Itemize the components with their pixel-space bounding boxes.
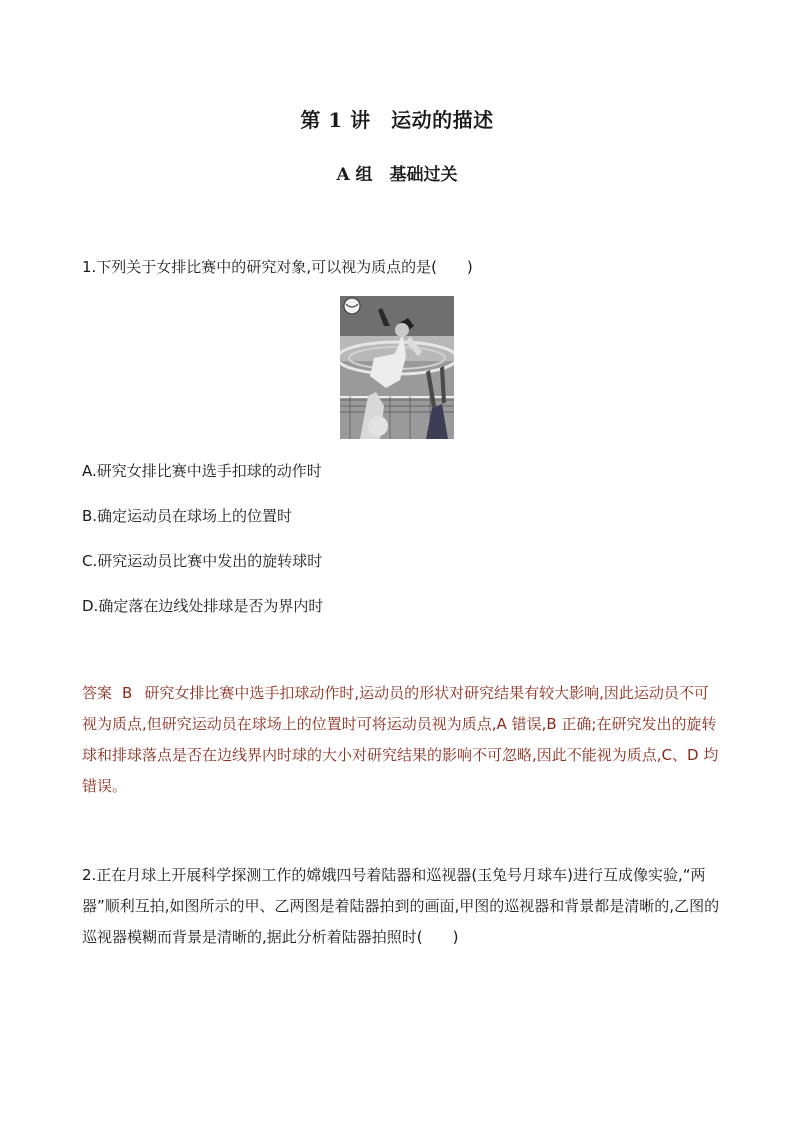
question-2-stem: 2.正在月球上开展科学探测工作的嫦娥四号着陆器和巡视器(玉兔号月球车)进行互成像实验,“两器”顺利互拍,如图所示的甲、乙两图是着陆器拍到的画面,甲图的巡视器和背景都是清晰的,乙图的巡视器模糊而背景是清晰的,据此分析着陆器拍照时( ) bbox=[82, 866, 720, 946]
answer-label: 答案 bbox=[82, 684, 113, 702]
answer-block bbox=[82, 678, 722, 802]
option-d: D.确定落在边线处排球是否为界内时 bbox=[82, 597, 324, 615]
lesson-title: 第 1 讲 运动的描述 bbox=[300, 108, 494, 132]
answer-key: B bbox=[122, 684, 133, 702]
answer-explanation: 研究女排比赛中选手扣球动作时,运动员的形状对研究结果有较大影响,因此运动员不可视为质点,但研究运动员在球场上的位置时可将运动员视为质点,A 错误,B 正确;在研究发出的旋转球和排球落点是否在边线界内时球的大小对研究结果的影响不可忽略,因此不能视为质点,C、D 均错误。 bbox=[82, 684, 719, 795]
option-c: C.研究运动员比赛中发出的旋转球时 bbox=[82, 552, 323, 570]
option-a: A.研究女排比赛中选手扣球的动作时 bbox=[82, 462, 322, 480]
group-heading: A 组 基础过关 bbox=[336, 165, 458, 185]
volleyball-photo bbox=[340, 296, 454, 439]
option-b: B.确定运动员在球场上的位置时 bbox=[82, 507, 293, 525]
question-1-stem: 1.下列关于女排比赛中的研究对象,可以视为质点的是( ) bbox=[82, 258, 473, 276]
